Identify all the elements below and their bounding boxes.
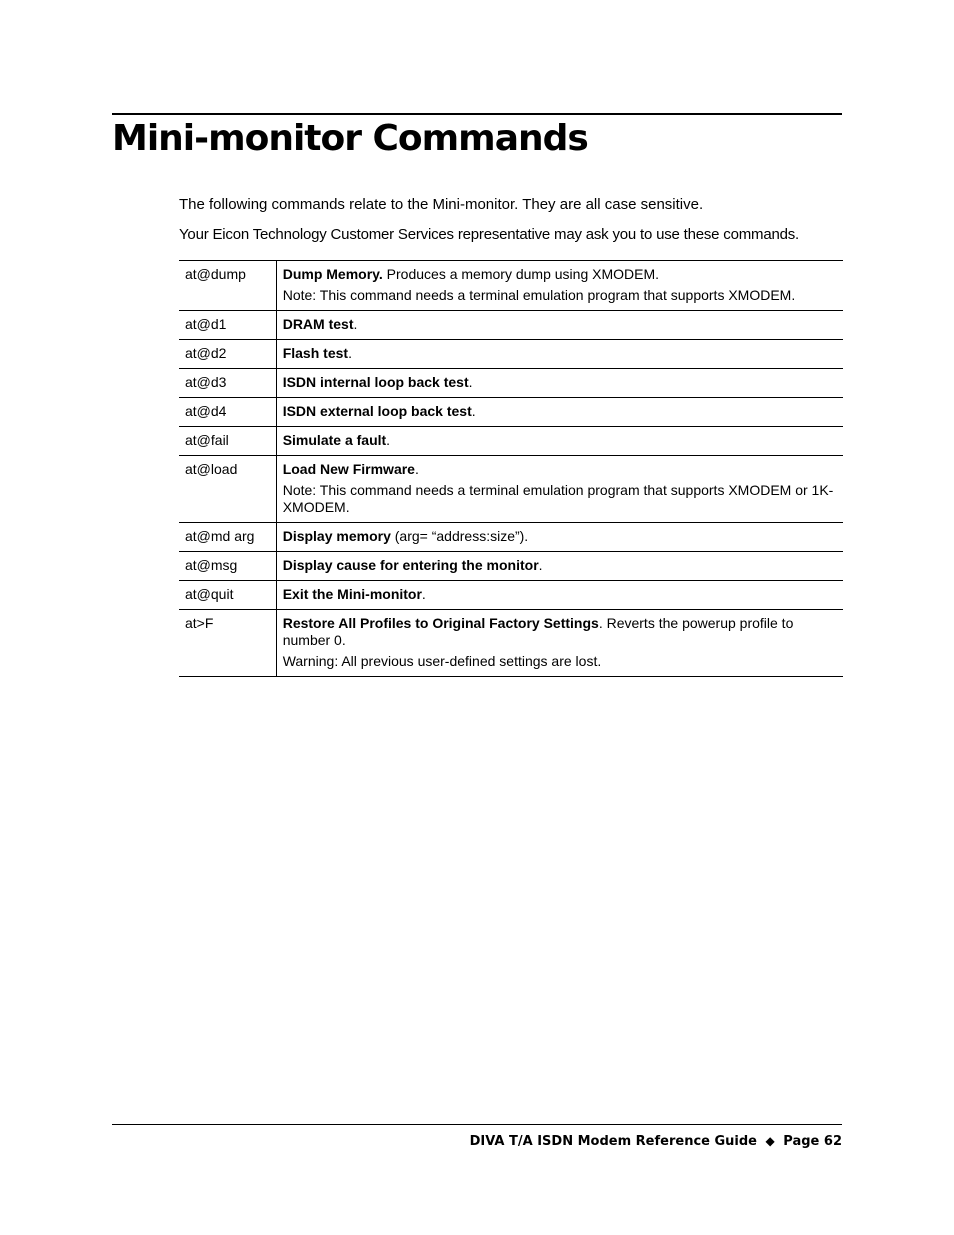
description-bold: Display memory xyxy=(282,528,391,544)
description-bold: ISDN internal loop back test xyxy=(282,374,469,390)
description-text: (arg= “address:size”). xyxy=(390,528,529,544)
description-bold: Display cause for entering the monitor xyxy=(282,557,539,573)
footer-page-number: Page 62 xyxy=(783,1134,842,1149)
command-name: at@load xyxy=(179,456,276,523)
command-name: at@d2 xyxy=(179,340,276,369)
description-note: Note: This command needs a terminal emulation program that supports XMODEM or 1K-XMODEM. xyxy=(282,482,834,515)
top-rule xyxy=(112,113,842,115)
description-text: . xyxy=(353,316,358,332)
command-name: at@d4 xyxy=(179,398,276,427)
command-name: at@md arg xyxy=(179,523,276,552)
description-line xyxy=(283,403,837,420)
table-row xyxy=(179,581,843,610)
description-line xyxy=(283,557,837,574)
command-name: at@dump xyxy=(179,261,276,311)
table-row xyxy=(179,398,843,427)
description-line xyxy=(283,615,837,649)
command-description xyxy=(276,581,843,610)
description-bold: ISDN external loop back test xyxy=(282,403,472,419)
description-line xyxy=(283,266,837,283)
footer-guide-title: DIVA T/A ISDN Modem Reference Guide xyxy=(469,1134,757,1149)
command-name: at@msg xyxy=(179,552,276,581)
command-description xyxy=(276,610,843,677)
diamond-icon: ◆ xyxy=(765,1134,775,1148)
command-description xyxy=(276,552,843,581)
command-name: at>F xyxy=(179,610,276,677)
description-line xyxy=(283,316,837,333)
footer-rule xyxy=(112,1124,842,1125)
command-name: at@fail xyxy=(179,427,276,456)
table-row xyxy=(179,456,843,523)
description-bold: Flash test xyxy=(282,345,349,361)
description-text: . xyxy=(421,586,426,602)
description-line xyxy=(283,345,837,362)
command-description xyxy=(276,261,843,311)
description-bold: DRAM test xyxy=(282,316,354,332)
table-row xyxy=(179,340,843,369)
command-description xyxy=(276,369,843,398)
command-description xyxy=(276,398,843,427)
command-name: at@d1 xyxy=(179,311,276,340)
description-line xyxy=(283,374,837,391)
intro-paragraph: Your Eicon Technology Customer Services representative may ask you to use these commands. xyxy=(179,226,800,243)
description-note: Note: This command needs a terminal emulation program that supports XMODEM. xyxy=(282,287,796,303)
description-bold: Exit the Mini-monitor xyxy=(282,586,422,602)
commands-table xyxy=(179,260,843,677)
description-text: . xyxy=(468,374,473,390)
description-text: . xyxy=(471,403,476,419)
description-text: . Reverts the powerup profile to number 0. xyxy=(282,615,794,648)
description-bold: Dump Memory. xyxy=(282,266,383,282)
table-row xyxy=(179,610,843,677)
table-row xyxy=(179,523,843,552)
description-text: . xyxy=(414,461,419,477)
description-text: Produces a memory dump using XMODEM. xyxy=(382,266,660,282)
command-name: at@d3 xyxy=(179,369,276,398)
description-text: . xyxy=(386,432,391,448)
description-text: . xyxy=(348,345,352,361)
intro-paragraph: The following commands relate to the Mini-monitor. They are all case sensitive. xyxy=(179,196,704,213)
command-name: at@quit xyxy=(179,581,276,610)
command-description xyxy=(276,456,843,523)
table-row xyxy=(179,311,843,340)
description-bold: Load New Firmware xyxy=(282,461,415,477)
table-row xyxy=(179,427,843,456)
description-bold: Simulate a fault xyxy=(282,432,387,448)
page-footer xyxy=(470,1132,842,1151)
description-line xyxy=(283,461,837,478)
table-row xyxy=(179,369,843,398)
description-line xyxy=(283,586,837,603)
description-bold: Restore All Profiles to Original Factory Settings xyxy=(282,615,599,631)
page-title: Mini-monitor Commands xyxy=(112,118,588,159)
command-description xyxy=(276,427,843,456)
table-row xyxy=(179,552,843,581)
command-description xyxy=(276,523,843,552)
table-row xyxy=(179,261,843,311)
description-line xyxy=(283,528,837,545)
command-description xyxy=(276,340,843,369)
description-line xyxy=(283,432,837,449)
description-note: Warning: All previous user-defined settings are lost. xyxy=(282,653,602,669)
command-description xyxy=(276,311,843,340)
description-text: . xyxy=(538,557,543,573)
